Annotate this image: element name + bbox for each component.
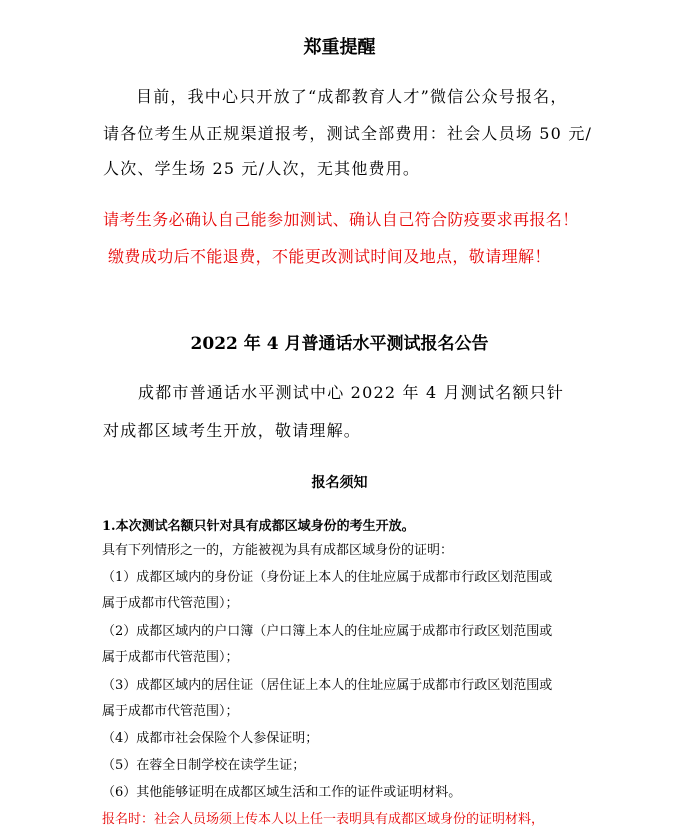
instruction-line: （4）成都市社会保险个人参保证明； xyxy=(102,731,319,746)
warning-line: 缴费成功后不能退费，不能更改测试时间及地点，敬请理解！ xyxy=(108,247,551,266)
instruction-heading: 1.本次测试名额只针对具有成都区域身份的考生开放。 xyxy=(102,519,415,534)
instruction-line: 属于成都市代管范围）； xyxy=(102,650,239,665)
instruction-line: （2）成都区域内的户口簿（户口簿上本人的住址应属于成都市行政区划范围或 xyxy=(102,624,553,639)
notice-paragraph-line: 人次、学生场 25 元/人次，无其他费用。 xyxy=(103,159,421,178)
instruction-intro: 具有下列情形之一的，方能被视为具有成都区域身份的证明： xyxy=(102,543,454,558)
announcement-paragraph-line: 成都市普通话水平测试中心 2022 年 4 月测试名额只针 xyxy=(138,383,565,402)
instruction-line: 属于成都市代管范围）； xyxy=(102,596,239,611)
announcement-title: 2022 年 4 月普通话水平测试报名公告 xyxy=(190,334,489,354)
notice-title: 郑重提醒 xyxy=(303,37,376,58)
instructions-title: 报名须知 xyxy=(311,475,368,491)
instruction-line: （6）其他能够证明在成都区域生活和工作的证件或证明材料。 xyxy=(102,785,462,800)
announcement-paragraph-line: 对成都区域考生开放，敬请理解。 xyxy=(103,421,362,440)
notice-paragraph-line: 目前，我中心只开放了“成都教育人才”微信公众号报名， xyxy=(136,87,568,106)
instruction-line: （1）成都区域内的身份证（身份证上本人的住址应属于成都市行政区划范围或 xyxy=(102,570,553,585)
instruction-line: （5）在蓉全日制学校在读学生证； xyxy=(102,758,306,773)
instruction-line: 属于成都市代管范围）； xyxy=(102,704,239,719)
instruction-line: （3）成都区域内的居住证（居住证上本人的住址应属于成都市行政区划范围或 xyxy=(102,678,553,693)
notice-paragraph-line: 请各位考生从正规渠道报考，测试全部费用：社会人员场 50 元/ xyxy=(103,124,593,143)
warning-line: 请考生务必确认自己能参加测试、确认自己符合防疫要求再报名！ xyxy=(103,210,579,229)
registration-requirement-line: 报名时：社会人员场须上传本人以上任一表明具有成都区域身份的证明材料， xyxy=(102,812,545,827)
